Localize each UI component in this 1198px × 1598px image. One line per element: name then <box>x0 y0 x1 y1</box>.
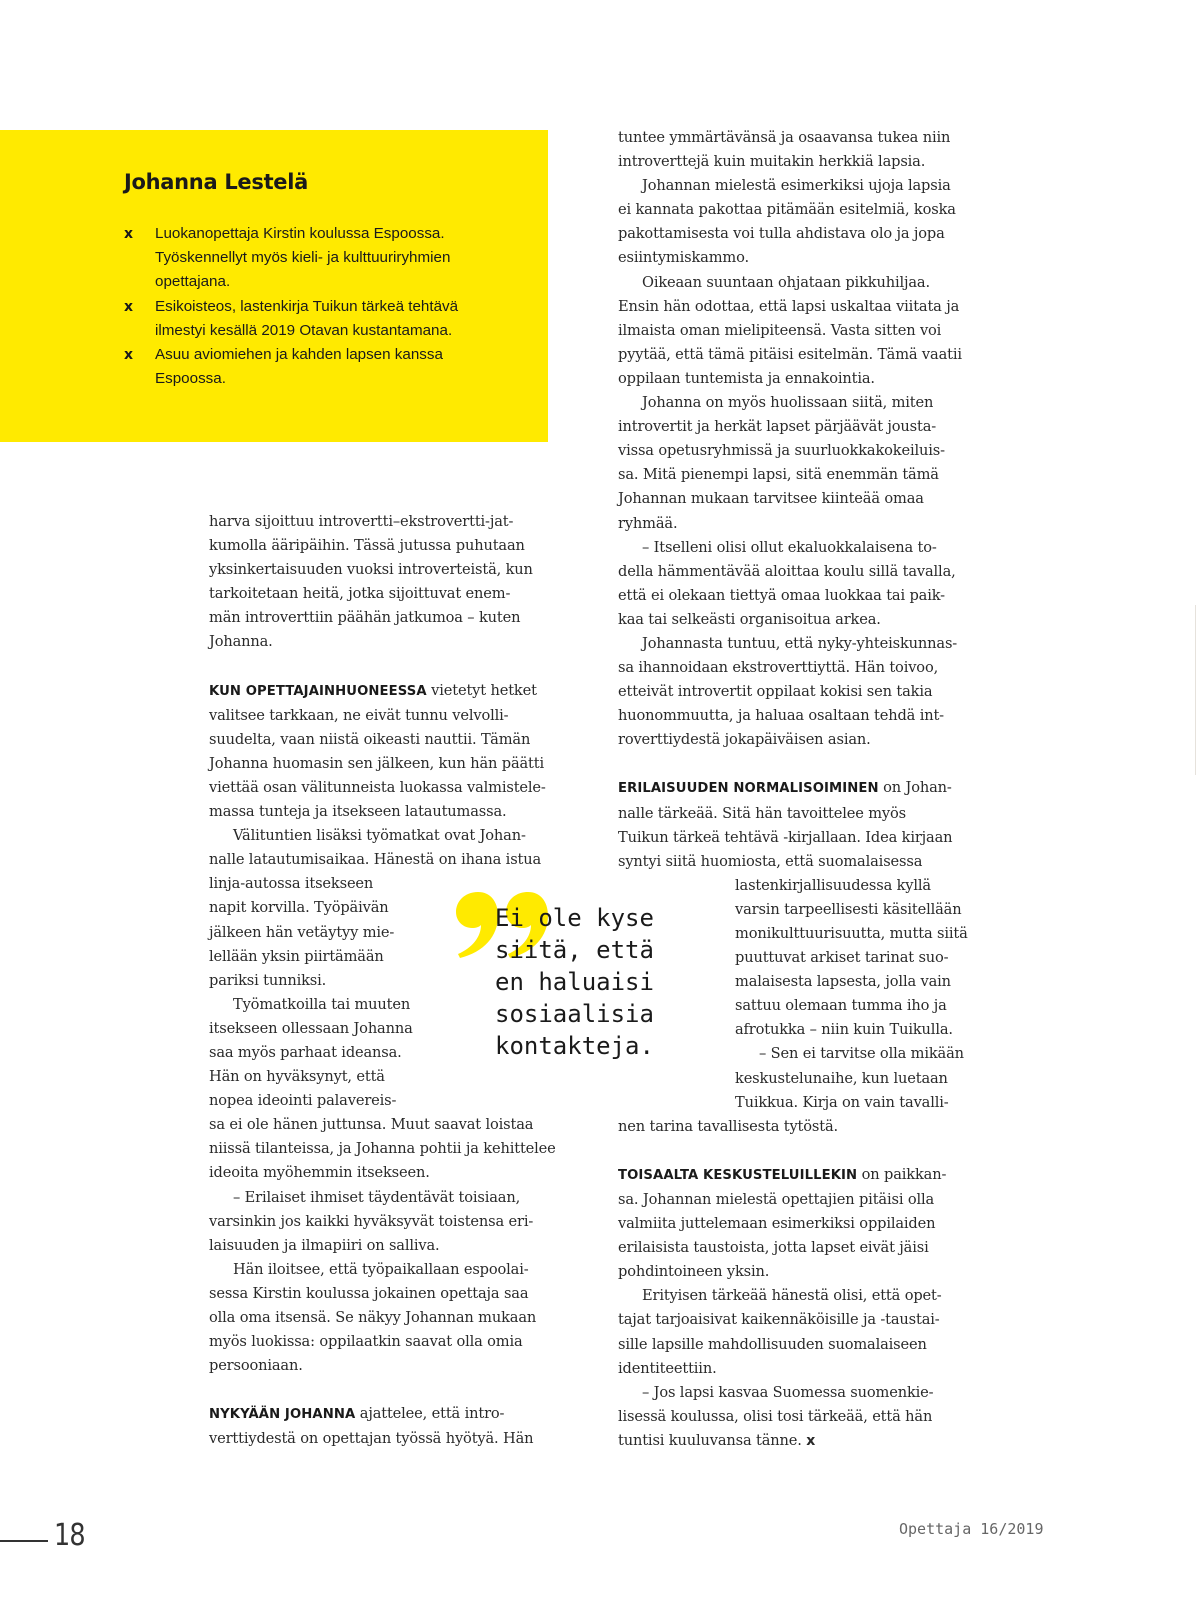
text-line: – Jos lapsi kasvaa Suomessa suomenkie- <box>642 1383 934 1401</box>
text-line: nopea ideointi palavereis- <box>209 1092 397 1110</box>
text-line: puuttuvat arkiset tarinat suo- <box>735 949 949 967</box>
text-line <box>618 776 998 801</box>
text-line: Johannan mukaan tarvitsee kiinteää omaa <box>618 490 924 508</box>
text-line: jälkeen hän vetäytyy mie- <box>209 923 395 941</box>
paragraph <box>618 271 998 391</box>
paragraph-gap <box>209 1378 579 1402</box>
text-line: Oikeaan suuntaan ohjataan pikkuhiljaa. <box>642 273 930 291</box>
paragraph <box>618 1042 998 1138</box>
section-lead: ERILAISUUDEN NORMALISOIMINEN <box>618 781 879 797</box>
text-line: introverttejä kuin muitakin herkkiä lapsia. <box>618 153 926 171</box>
paragraph <box>618 391 998 536</box>
paragraph <box>209 1402 579 1451</box>
section-lead: KUN OPETTAJAINHUONEESSA <box>209 683 427 699</box>
text-line: suudelta, vaan niistä oikeasti nauttii. Tämän <box>209 730 531 748</box>
text-line <box>618 1429 998 1453</box>
fact-item <box>124 222 524 295</box>
text-line: Erityisen tärkeää hänestä olisi, että opet- <box>642 1287 942 1305</box>
text-line: ideoita myöhemmin itsekseen. <box>209 1164 430 1182</box>
text-line: identiteettiin. <box>618 1359 717 1377</box>
paragraph-gap <box>209 655 579 679</box>
paragraph-gap <box>618 1139 998 1163</box>
text-line: sattuu olemaan tumma iho ja <box>735 997 947 1015</box>
text-line: varsinkin jos kaikki hyväksyvät toistensa eri- <box>209 1212 534 1230</box>
page-edge-divider <box>1195 605 1196 775</box>
text-line: Välituntien lisäksi työmatkat ovat Johan- <box>233 827 526 845</box>
text-line: nalle tärkeää. Sitä hän tavoittelee myös <box>618 804 906 822</box>
text-line: Hän on hyväksynyt, että <box>209 1068 385 1086</box>
fact-line: ilmestyi kesällä 2019 Otavan kustantamana. <box>155 321 453 339</box>
text-line: massa tunteja ja itsekseen latautumassa. <box>209 803 507 821</box>
text-line: napit korvilla. Työpäivän <box>209 899 389 917</box>
fact-line: Esikoisteos, lastenkirja Tuikun tärkeä tehtävä <box>155 297 459 315</box>
paragraph <box>618 1284 998 1380</box>
text-line: valitsee tarkkaan, ne eivät tunnu velvolli- <box>209 706 509 724</box>
paragraph <box>618 174 998 270</box>
fact-list <box>124 222 524 391</box>
section-lead: NYKYÄÄN JOHANNA <box>209 1407 356 1423</box>
paragraph <box>209 1258 579 1378</box>
fact-item <box>124 343 524 391</box>
text-line: olla oma itsensä. Se näkyy Johannan mukaan <box>209 1309 537 1326</box>
text-line: pakottamisesta voi tulla ahdistava olo ja jopa <box>618 225 945 243</box>
text-line: sille lapsille mahdollisuuden suomalaiseen <box>618 1335 927 1353</box>
text-line: sa. Mitä pienempi lapsi, sitä enemmän tämä <box>618 466 939 484</box>
fact-line: Espoossa. <box>155 370 226 388</box>
text-line: ilmaista oman mielipiteensä. Vasta sitten voi <box>618 321 942 339</box>
text-line: Johannasta tuntuu, että nyky-yhteiskunnas- <box>642 634 958 652</box>
text-line: erilaisista taustoista, jotta lapset eivät jäisi <box>618 1239 929 1257</box>
text-line <box>209 1402 579 1427</box>
section-lead: TOISAALTA KESKUSTELUILLEKIN <box>618 1167 858 1183</box>
text-line: ryhmää. <box>618 514 678 532</box>
text-line: ajattelee, että intro- <box>355 1405 505 1423</box>
x-bullet-icon: x <box>124 298 134 315</box>
paragraph <box>209 1186 579 1258</box>
right-column <box>618 126 998 1453</box>
text-line: sessa Kirstin koulussa jokainen opettaja saa <box>209 1284 529 1302</box>
text-line <box>209 679 579 704</box>
text-line: persooniaan. <box>209 1357 303 1375</box>
text-line: en haluaisi <box>495 968 654 996</box>
paragraph <box>618 776 998 1042</box>
text-line: lisessä koulussa, olisi tosi tärkeää, että hän <box>618 1407 933 1425</box>
paragraph <box>618 536 998 632</box>
paragraph <box>618 126 998 174</box>
fact-line: Luokanopettaja Kirstin koulussa Espoossa. <box>155 225 445 242</box>
text-line: vissa opetusryhmissä ja suurluokkakokeiluis- <box>618 442 945 460</box>
fact-item <box>124 295 524 343</box>
text-line: män introverttiin päähän jatkumoa – kuten <box>209 609 521 627</box>
text-line: monikulttuurisuutta, mutta siitä <box>735 925 968 942</box>
fact-line: Asuu aviomiehen ja kahden lapsen kanssa <box>155 346 443 364</box>
text-line: – Erilaiset ihmiset täydentävät toisiaan, <box>233 1188 521 1206</box>
text-line: että ei olekaan tiettyä omaa luokkaa tai paik- <box>618 586 945 604</box>
text-line: myös luokissa: oppilaatkin saavat olla omia <box>209 1333 523 1351</box>
text-line: sa ei ole hänen juttunsa. Muut saavat loistaa <box>209 1116 534 1134</box>
text-line: siitä, että <box>495 936 654 964</box>
text-line: niissä tilanteissa, ja Johanna pohtii ja kehittelee <box>209 1140 556 1158</box>
text-line: pohdintoineen yksin. <box>618 1263 770 1281</box>
text-line: nalle latautumisaikaa. Hänestä on ihana istua <box>209 851 542 869</box>
magazine-issue: Opettaja 16/2019 <box>899 1520 1044 1538</box>
text-line: itsekseen ollessaan Johanna <box>209 1019 413 1037</box>
text-line: – Sen ei tarvitse olla mikään <box>759 1045 964 1063</box>
footer-rule <box>0 1540 48 1542</box>
x-bullet-icon: x <box>124 226 134 242</box>
text-line: kumolla ääripäihin. Tässä jutussa puhutaan <box>209 537 525 555</box>
fact-box-title: Johanna Lestelä <box>124 170 309 194</box>
text-line: tajat tarjoaisivat kaikennäköisille ja -taustai- <box>618 1311 940 1329</box>
text-line: on paikkan- <box>857 1165 947 1183</box>
text-line: huonommuutta, ja haluaa osaltaan tehdä int- <box>618 707 944 725</box>
text-line: pariksi tunniksi. <box>209 971 327 989</box>
text-line <box>618 1163 998 1188</box>
text-line: on Johan- <box>878 779 952 797</box>
text-line: vietetyt hetket <box>426 681 537 699</box>
paragraph <box>209 510 579 655</box>
text-line: yksinkertaisuuden vuoksi introverteistä, kun <box>209 561 533 579</box>
text-line: syntyi siitä huomiosta, että suomalaisessa <box>618 852 923 870</box>
page-number: 18 <box>54 1518 85 1553</box>
text-line: Ei ole kyse <box>495 904 654 932</box>
text-line: Työmatkoilla tai muuten <box>233 995 411 1013</box>
text-line: tuntisi kuuluvansa tänne. <box>618 1431 802 1449</box>
text-line: Tuikkua. Kirja on vain tavalli- <box>735 1093 949 1111</box>
text-line: Tuikun tärkeä tehtävä -kirjallaan. Idea kirjaan <box>618 828 953 846</box>
text-line: Johanna. <box>209 633 273 651</box>
text-line: esiintymiskammo. <box>618 249 749 267</box>
text-line: lastenkirjallisuudessa kyllä <box>735 876 931 894</box>
text-line: sa. Johannan mielestä opettajien pitäisi olla <box>618 1190 935 1208</box>
text-line: roverttiydestä jokapäiväisen asian. <box>618 731 871 749</box>
fact-box <box>0 130 548 442</box>
paragraph <box>209 679 579 825</box>
text-line: varsin tarpeellisesti käsitellään <box>735 900 962 918</box>
text-line: afrotukka – niin kuin Tuikulla. <box>735 1021 953 1039</box>
text-line: Hän iloitsee, että työpaikallaan espoolai- <box>233 1260 529 1278</box>
text-line: nen tarina tavallisesta tytöstä. <box>618 1117 839 1135</box>
paragraph <box>618 1163 998 1284</box>
fact-line: Työskennellyt myös kieli- ja kulttuuriryhmien <box>155 249 451 267</box>
text-line: Ensin hän odottaa, että lapsi uskaltaa viitata ja <box>618 297 960 315</box>
text-line: kaa tai selkeästi organisoitua arkea. <box>618 610 881 628</box>
text-line: tarkoitetaan heitä, jotka sijoittuvat enem- <box>209 585 511 603</box>
end-mark-icon: x <box>806 1432 816 1449</box>
text-line: pyytää, että tämä pitäisi esitelmän. Tämä vaatii <box>618 345 962 363</box>
text-line: etteivät introvertit oppilaat kokisi sen takia <box>618 683 933 701</box>
text-line: kontakteja. <box>495 1032 654 1060</box>
text-line: lellään yksin piirtämään <box>209 947 384 965</box>
text-line: viettää osan välitunneista luokassa valmistele- <box>209 778 546 796</box>
text-line: sa ihannoidaan ekstroverttiyttä. Hän toivoo, <box>618 659 939 677</box>
text-line: sosiaalisia <box>495 1000 654 1028</box>
paragraph-gap <box>618 752 998 776</box>
text-line: linja-autossa itsekseen <box>209 875 374 893</box>
text-line: tuntee ymmärtävänsä ja osaavansa tukea niin <box>618 129 951 146</box>
text-line: verttiydestä on opettajan työssä hyötyä. Hän <box>209 1430 534 1448</box>
text-line: della hämmentävää aloittaa koulu sillä tavalla, <box>618 562 956 580</box>
paragraph <box>618 1381 998 1453</box>
text-line: malaisesta lapsesta, jolla vain <box>735 973 951 991</box>
text-line: Johannan mielestä esimerkiksi ujoja lapsia <box>642 177 951 195</box>
text-line: valmiita juttelemaan esimerkiksi oppilaiden <box>618 1215 936 1233</box>
text-line: – Itselleni olisi ollut ekaluokkalaisena to- <box>642 538 937 556</box>
text-line: Johanna huomasin sen jälkeen, kun hän päätti <box>209 754 544 772</box>
text-line: ei kannata pakottaa pitämään esitelmiä, koska <box>618 201 956 219</box>
x-bullet-icon: x <box>124 347 134 364</box>
text-line: laisuuden ja ilmapiiri on salliva. <box>209 1236 440 1254</box>
fact-line: opettajana. <box>155 273 231 291</box>
text-line: keskustelunaihe, kun luetaan <box>735 1069 948 1087</box>
text-line: harva sijoittuu introvertti–ekstrovertti-jat- <box>209 513 514 530</box>
text-line: introvertit ja herkät lapset pärjäävät jousta- <box>618 418 937 436</box>
text-line: Johanna on myös huolissaan siitä, miten <box>642 394 934 412</box>
text-line: oppilaan tuntemista ja ennakointia. <box>618 369 875 387</box>
text-line: saa myös parhaat ideansa. <box>209 1043 402 1061</box>
paragraph <box>618 632 998 752</box>
